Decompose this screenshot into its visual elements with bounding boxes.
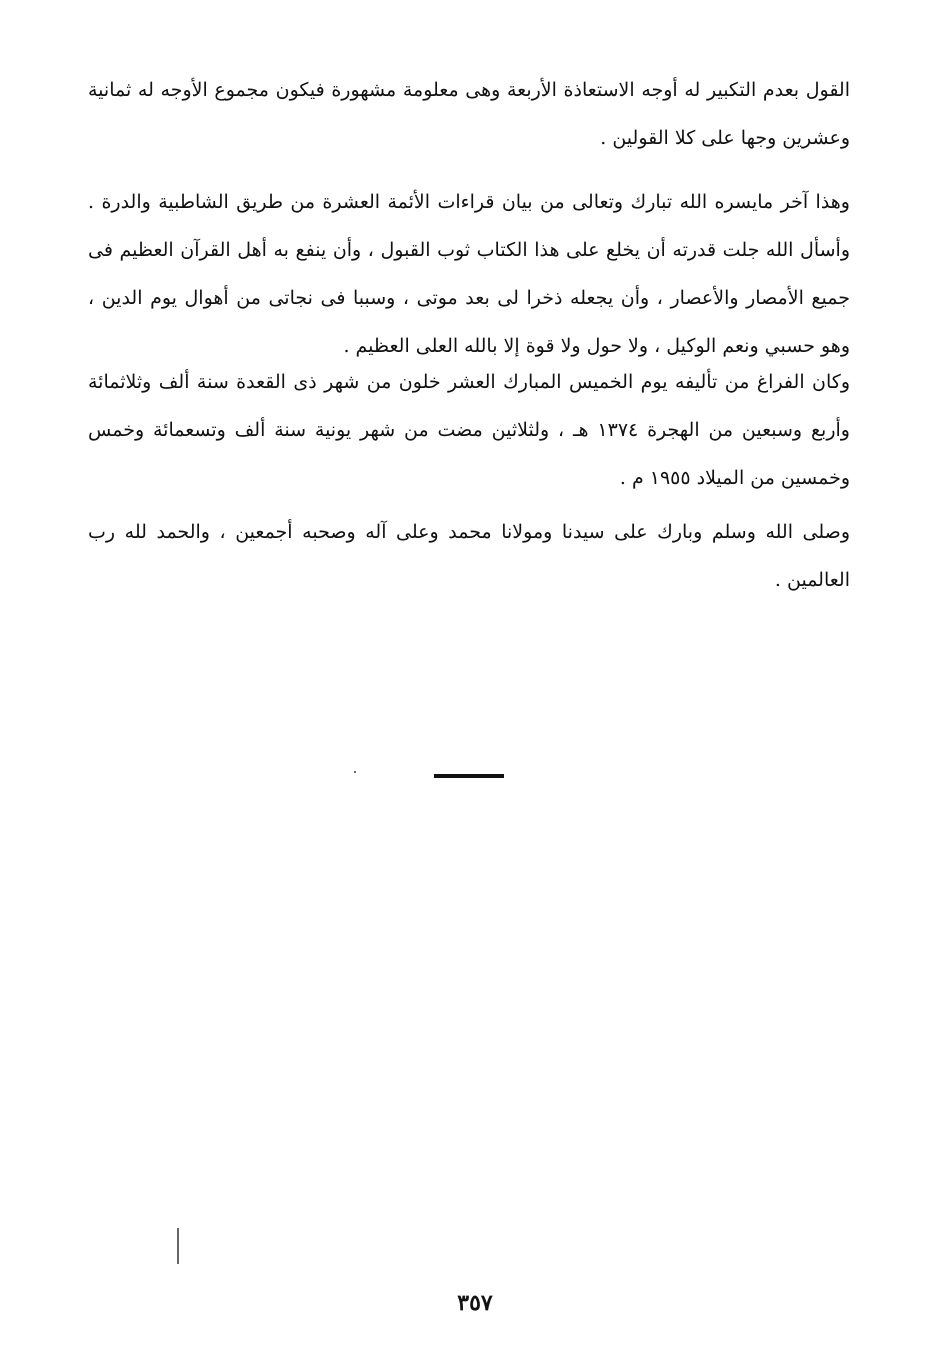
body-text-block	[88, 178, 850, 370]
body-text-block	[88, 66, 850, 162]
body-text-block	[88, 358, 850, 502]
paragraph-closing-prayer: وصلى الله وسلم وبارك على سيدنا ومولانا محمد وعلى آله وصحبه أجمعين ، والحمد لله رب العالمين .	[88, 521, 850, 591]
page-number: ٣٥٧	[457, 1290, 493, 1316]
end-divider	[434, 774, 504, 778]
scan-mark	[177, 1228, 179, 1264]
paragraph-completion-date: وكان الفراغ من تأليفه يوم الخميس المبارك العشر خلون من شهر ذى القعدة سنة ألف وثلاثمائة وأربع وسبعين من الهجرة ١٣٧٤ هـ ، ولثلاثين مضت من شهر يونية سنة ألف وتسعمائة وخمس وخمسين من الميلاد ١٩٥٥ م .	[88, 371, 850, 489]
paragraph-closing-note: القول بعدم التكبير له أوجه الاستعاذة الأربعة وهى معلومة مشهورة فيكون مجموع الأوجه له ثمانية وعشرين وجها على كلا القولين .	[88, 79, 850, 149]
scan-mark	[354, 771, 356, 773]
paragraph-conclusion: وهذا آخر مايسره الله تبارك وتعالى من بيان قراءات الأئمة العشرة من طريق الشاطبية والدرة . وأسأل الله جلت قدرته أن يخلع على هذا الكتاب ثوب القبول ، وأن ينفع به أهل القرآن العظيم فى جميع الأمصار والأعصار ، وأن يجعله ذخرا لى بعد موتى ، وسببا فى نجاتى من أهوال يوم الدين ، وهو حسبي ونعم الوكيل ، ولا حول ولا قوة إلا بالله العلى العظيم .	[88, 191, 850, 357]
body-text-block	[88, 508, 850, 604]
